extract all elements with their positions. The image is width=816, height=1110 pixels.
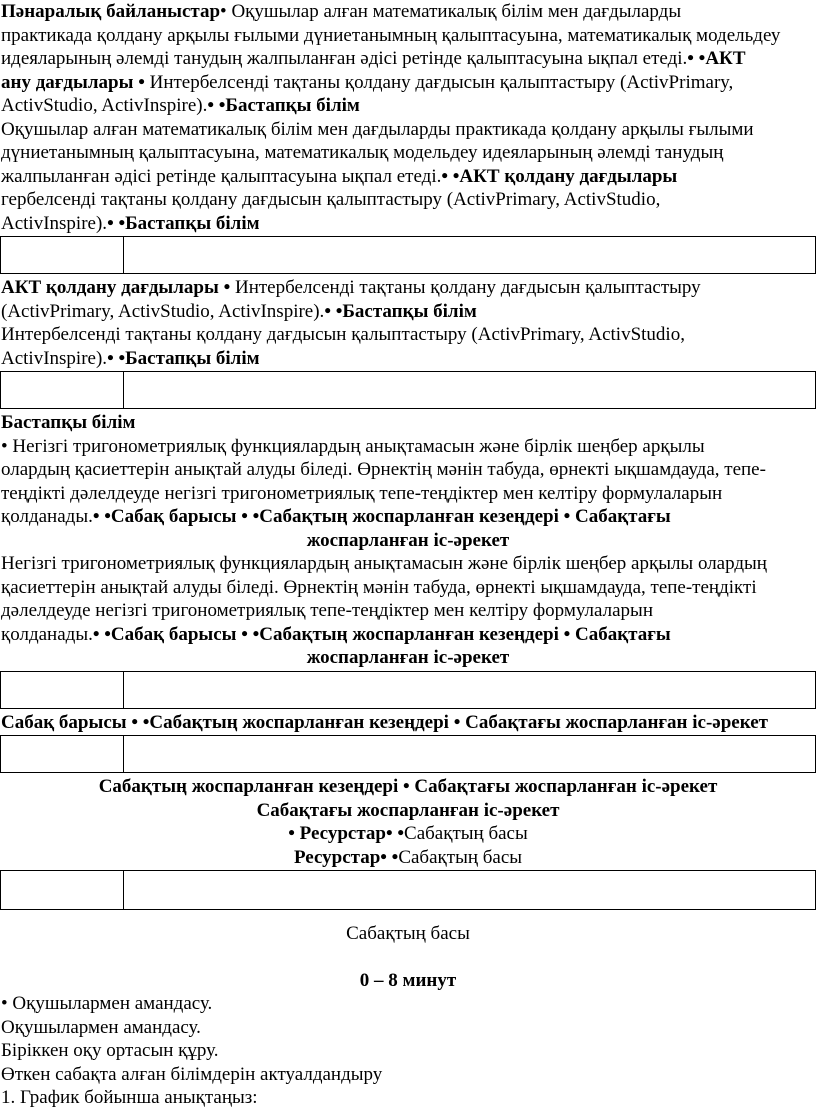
text-line: Бастапқы білім [1,412,136,433]
text-span: • •Бастапқы білім [107,347,260,369]
text-span: ActivInspire). [1,212,108,234]
text-line [0,71,815,95]
text-line [0,623,815,647]
section-lesson-start [0,912,816,1110]
list-item: Оқушылармен амандасу. [1,1016,201,1038]
text-span: • Оқушылар алған математикалық білім мен дағдыларды [220,1,682,22]
section-planned-stages [0,775,816,869]
text-span: Интербелсенді тақтаны қолдану дағдысын қалыптастыру (ActivPrimary, [144,71,734,93]
text-span: (ActivPrimary, ActivStudio, ActivInspire). [1,300,325,322]
table-row [0,236,816,274]
text-span: идеяларының әлемді танудың жалпыланған әдісі ретінде қалыптасуына ықпал етеді. [1,48,688,69]
text-line: • Негізгі тригонометриялық функциялардың анықтамасын және бірлік шеңбер арқылы [1,435,705,457]
section-prior-knowledge [0,411,816,670]
table-cell [1,237,124,273]
text-span: • •Бастапқы білім [207,95,360,116]
text-span: • •Сабақ барысы • •Сабақтың жоспарланған кезеңдері • Сабақтағы [92,623,671,645]
text-line [0,347,815,371]
text-line [0,165,815,189]
text-line: Оқушылар алған математикалық білім мен дағдыларды практикада қолдану арқылы ғылыми [1,118,754,140]
table-cell [124,736,815,772]
text-span: • Ресурстар• • [288,823,405,844]
text-line: Интербелсенді тақтаны қолдану дағдысын қалыптастыру (ActivPrimary, ActivStudio, [1,324,685,345]
table-cell [1,672,124,708]
text-span: • •Бастапқы білім [324,300,477,322]
section-ict-skills [0,276,816,370]
text-span: жалпыланған әдісі ретінде қалыптасуына ықпал етеді. [1,165,442,187]
time-label: 0 – 8 минут [359,969,457,991]
text-line: Сабақ барысы • •Сабақтың жоспарланған кезеңдері • Сабақтағы жоспарланған іс-әрекет [1,711,768,733]
text-span: • •Бастапқы білім [107,212,260,234]
text-line [0,505,815,529]
table-row [0,735,816,773]
text-span: Сабақтың басы [398,846,523,868]
table-cell [124,372,815,408]
text-line [0,94,815,118]
table-cell [124,237,815,273]
text-line: қасиеттерін анықтай алуды біледі. Өрнектің мәнін табуда, өрнекті ықшамдауда, тепе-теңдікті [1,576,757,598]
table-cell [1,372,124,408]
text-line [0,0,815,24]
text-line: Негізгі тригонометриялық функциялардың анықтамасын және бірлік шеңбер арқылы олардың [1,553,767,574]
table-cell [124,871,815,909]
text-line [0,846,815,870]
text-line [0,276,815,300]
heading-interdisciplinary: Пәнаралық байланыстар [1,1,221,22]
text-line: Сабақтағы жоспарланған іс-әрекет [256,799,560,821]
table-cell [124,672,815,708]
text-span: • •Сабақ барысы • •Сабақтың жоспарланған кезеңдері • Сабақтағы [92,506,671,527]
text-line: Сабақтың жоспарланған кезеңдері • Сабақтағы жоспарланған іс-әрекет [98,776,718,797]
table-row [0,870,816,910]
text-span: АКТ қолдану дағдылары • [1,277,231,298]
text-span: қолданады. [1,623,93,645]
text-span: • •АКТ [687,48,746,69]
text-line: гербелсенді тақтаны қолдану дағдысын қалыптастыру (ActivPrimary, ActivStudio, [1,189,661,210]
text-span: ActivStudio, ActivInspire). [1,95,208,116]
text-line: теңдікті дәлелдеуде негізгі тригонометриялық тепе-теңдіктер мен келтіру формулаларын [1,482,723,504]
text-line: жоспарланған іс-әрекет [306,529,510,551]
text-line [0,47,815,71]
spacer [0,912,816,922]
text-line [0,300,815,324]
table-cell [1,736,124,772]
text-span: Сабақтың басы [404,823,528,844]
section-lesson-progress [0,711,816,735]
text-span: ану дағдылары • [1,71,145,93]
list-item: • Оқушылармен амандасу. [1,993,213,1014]
list-item: Өткен сабақта алған білімдерін актуалдандыру [1,1063,383,1085]
section-interdisciplinary [0,0,816,235]
text-span: Ресурстар• • [293,846,399,868]
table-cell [1,871,124,909]
text-line [0,212,815,236]
list-item: 1. График бойынша анықтаңыз: [1,1087,258,1108]
list-item: Біріккен оқу ортасын құру. [1,1040,219,1061]
table-row [0,371,816,409]
text-span: қолданады. [1,506,93,527]
text-line: дәлелдеуде негізгі тригонометриялық тепе-теңдіктер мен келтіру формулаларын [1,600,653,621]
table-row [0,671,816,709]
text-span: Интербелсенді тақтаны қолдану дағдысын қалыптастыру [230,277,701,298]
text-line: олардың қасиеттерін анықтай алуды біледі. Өрнектің мәнін табуда, өрнекті ықшамдауда, тепе- [1,459,766,480]
text-line: практикада қолдану арқылы ғылыми дүниетанымның қалыптасуына, математикалық модельдеу [1,24,781,46]
spacer [0,946,816,969]
text-line [0,822,815,846]
lesson-start-heading: Сабақтың басы [346,923,470,944]
text-line: жоспарланған іс-әрекет [306,647,510,668]
text-line: дүниетанымның қалыптасуына, математикалық модельдеу идеяларының әлемді танудың [1,142,724,163]
text-span: ActivInspire). [1,347,108,369]
text-span: • •АКТ қолдану дағдылары [441,165,678,187]
